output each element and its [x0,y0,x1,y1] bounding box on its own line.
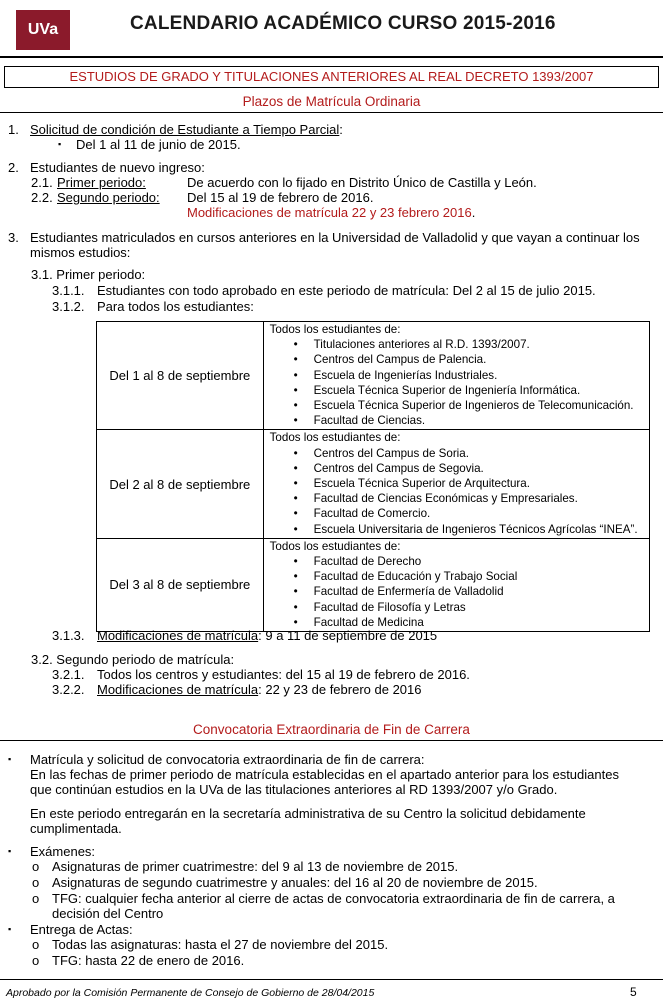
item1-title [30,122,343,137]
schedule-intro: Todos los estudiantes de: [269,539,401,553]
item2-1-number: 2.1. [31,175,53,190]
item3-1-3-label: Modificaciones de matrícula [97,628,259,643]
list-item: • Escuela Técnica Superior de Ingeniería Informática. [314,383,649,398]
list-item: • Facultad de Ciencias. [314,413,649,428]
extra-rule [0,740,663,741]
item3-1-heading: 3.1. Primer periodo: [31,267,146,282]
plazos-rule [0,112,663,113]
item2-1-label: Primer periodo: [57,175,146,190]
enrollment-schedule-table [96,321,650,632]
item3-2-heading: 3.2. Segundo periodo de matrícula: [31,652,235,667]
extra-b2-item3-line2: decisión del Centro [52,906,164,921]
item3-title-line1: Estudiantes matriculados en cursos anteriores en la Universidad de Valladolid y que vayan a continuar los [30,230,640,245]
item2-2-label: Segundo periodo: [57,190,160,205]
list-item: • Centros del Campus de Palencia. [314,352,649,367]
list-item: • Escuela Técnica Superior de Ingenieros de Telecomunicación. [314,398,649,413]
document-title: CALENDARIO ACADÉMICO CURSO 2015-2016 [130,13,556,34]
extra-b3-title: Entrega de Actas: [30,922,133,937]
list-item: • Centros del Campus de Soria. [314,446,649,461]
extra-b2-item3-line1: TFG: cualquier fecha anterior al cierre de actas de convocatoria extraordinaria de fin de carrera, a [52,891,615,906]
list-item: • Facultad de Derecho [314,554,649,569]
item2-1-text: De acuerdo con lo fijado en Distrito Único de Castilla y León. [187,175,537,190]
item3-2-2-text [97,682,422,697]
extra-b2-item1: Asignaturas de primer cuatrimestre: del 9 al 13 de noviembre de 2015. [52,859,459,874]
center-list [270,337,649,428]
extra-b1-p2-line2: cumplimentada. [30,821,122,836]
item3-title-line2: mismos estudios: [30,245,131,260]
item1-detail: Del 1 al 11 de junio de 2015. [76,137,241,152]
list-item: • Facultad de Comercio. [314,506,649,521]
schedule-dates: Del 2 al 8 de septiembre [97,430,264,538]
item3-2-1-number: 3.2.1. [52,667,85,682]
section-title: ESTUDIOS DE GRADO Y TITULACIONES ANTERIORES AL REAL DECRETO 1393/2007 [4,66,659,88]
list-item: • Facultad de Medicina [314,615,649,630]
item2-2-modification-text: Modificaciones de matrícula 22 y 23 febrero 2016 [187,205,472,220]
item3-1-1-number: 3.1.1. [52,283,85,298]
plazos-heading: Plazos de Matrícula Ordinaria [242,94,421,109]
circle-bullet-icon: o [32,859,40,874]
extra-b3-item1: Todas las asignaturas: hasta el 27 de noviembre del 2015. [52,937,389,952]
item2-number: 2. [8,160,19,175]
item3-1-2-text: Para todos los estudiantes: [97,299,254,314]
square-bullet-icon: ▪ [58,139,62,149]
page-number: 5 [630,985,637,999]
item1-title-suffix: : [339,122,343,137]
list-item: • Facultad de Educación y Trabajo Social [314,569,649,584]
footer-note: Aprobado por la Comisión Permanente de Consejo de Gobierno de 28/04/2015 [6,987,375,999]
schedule-centers [263,430,649,538]
item3-1-3-dates: : 9 a 11 de septiembre de 2015 [258,628,438,643]
item2-2-text: Del 15 al 19 de febrero de 2016. [187,190,374,205]
list-item: • Escuela Técnica Superior de Arquitectura. [314,476,649,491]
circle-bullet-icon: o [32,875,40,890]
circle-bullet-icon: o [32,937,40,952]
item3-2-2-number: 3.2.2. [52,682,85,697]
circle-bullet-icon: o [32,953,40,968]
table-row [97,322,650,430]
item2-2-modification-end: . [471,205,476,220]
table-row [97,430,650,538]
item2-2-modification [187,205,475,220]
item2-2-number: 2.2. [31,190,53,205]
center-list [270,554,649,630]
item3-number: 3. [8,230,19,245]
item3-2-2-label: Modificaciones de matrícula [97,682,259,697]
extra-heading: Convocatoria Extraordinaria de Fin de Carrera [193,722,470,737]
extra-b1-p1-line1: En las fechas de primer periodo de matrícula establecidas en el apartado anterior para los estudiantes [30,767,619,782]
footer-rule [0,979,663,980]
item3-2-1-text: Todos los centros y estudiantes: del 15 al 19 de febrero de 2016. [97,667,470,682]
extra-b1-p1-line2: que continúan estudios en la UVa de las titulaciones anteriores al RD 1393/2007 y/o Grado. [30,782,558,797]
square-bullet-icon: ▪ [8,754,12,764]
list-item: • Facultad de Filosofía y Letras [314,600,649,615]
table-row [97,538,650,631]
uva-logo: UVa [16,10,70,50]
item3-1-3-number: 3.1.3. [52,628,85,643]
extra-b2-title: Exámenes: [30,844,96,859]
list-item: • Facultad de Enfermería de Valladolid [314,584,649,599]
center-list [270,446,649,537]
schedule-intro: Todos los estudiantes de: [269,323,401,336]
schedule-centers [263,322,649,430]
item1-title-text: Solicitud de condición de Estudiante a Tiempo Parcial [30,122,340,137]
list-item: • Escuela Universitaria de Ingenieros Técnicos Agrícolas “INEA”. [314,522,649,537]
list-item: • Titulaciones anteriores al R.D. 1393/2007. [314,337,649,352]
extra-b1-title: Matrícula y solicitud de convocatoria extraordinaria de fin de carrera: [30,752,425,767]
extra-b3-item2: TFG: hasta 22 de enero de 2016. [52,953,245,968]
square-bullet-icon: ▪ [8,846,12,856]
item3-1-1-text: Estudiantes con todo aprobado en este periodo de matrícula: Del 2 al 15 de julio 2015. [97,283,596,298]
schedule-centers [263,538,649,631]
list-item: • Escuela de Ingenierías Industriales. [314,368,649,383]
item3-1-3-text [97,628,437,643]
circle-bullet-icon: o [32,891,40,906]
item3-1-2-number: 3.1.2. [52,299,85,314]
item3-2-2-dates: : 22 y 23 de febrero de 2016 [258,682,422,697]
item2-title: Estudiantes de nuevo ingreso: [30,160,205,175]
header-rule [0,56,663,58]
square-bullet-icon: ▪ [8,924,12,934]
schedule-dates: Del 3 al 8 de septiembre [97,538,264,631]
list-item: • Centros del Campus de Segovia. [314,461,649,476]
extra-b1-p2-line1: En este periodo entregarán en la secretaría administrativa de su Centro la solicitud debidamente [30,806,586,821]
schedule-intro: Todos los estudiantes de: [269,431,401,445]
extra-b2-item2: Asignaturas de segundo cuatrimestre y anuales: del 16 al 20 de noviembre de 2015. [52,875,538,890]
item1-number: 1. [8,122,19,137]
schedule-dates: Del 1 al 8 de septiembre [97,322,264,430]
list-item: • Facultad de Ciencias Económicas y Empresariales. [314,491,649,506]
